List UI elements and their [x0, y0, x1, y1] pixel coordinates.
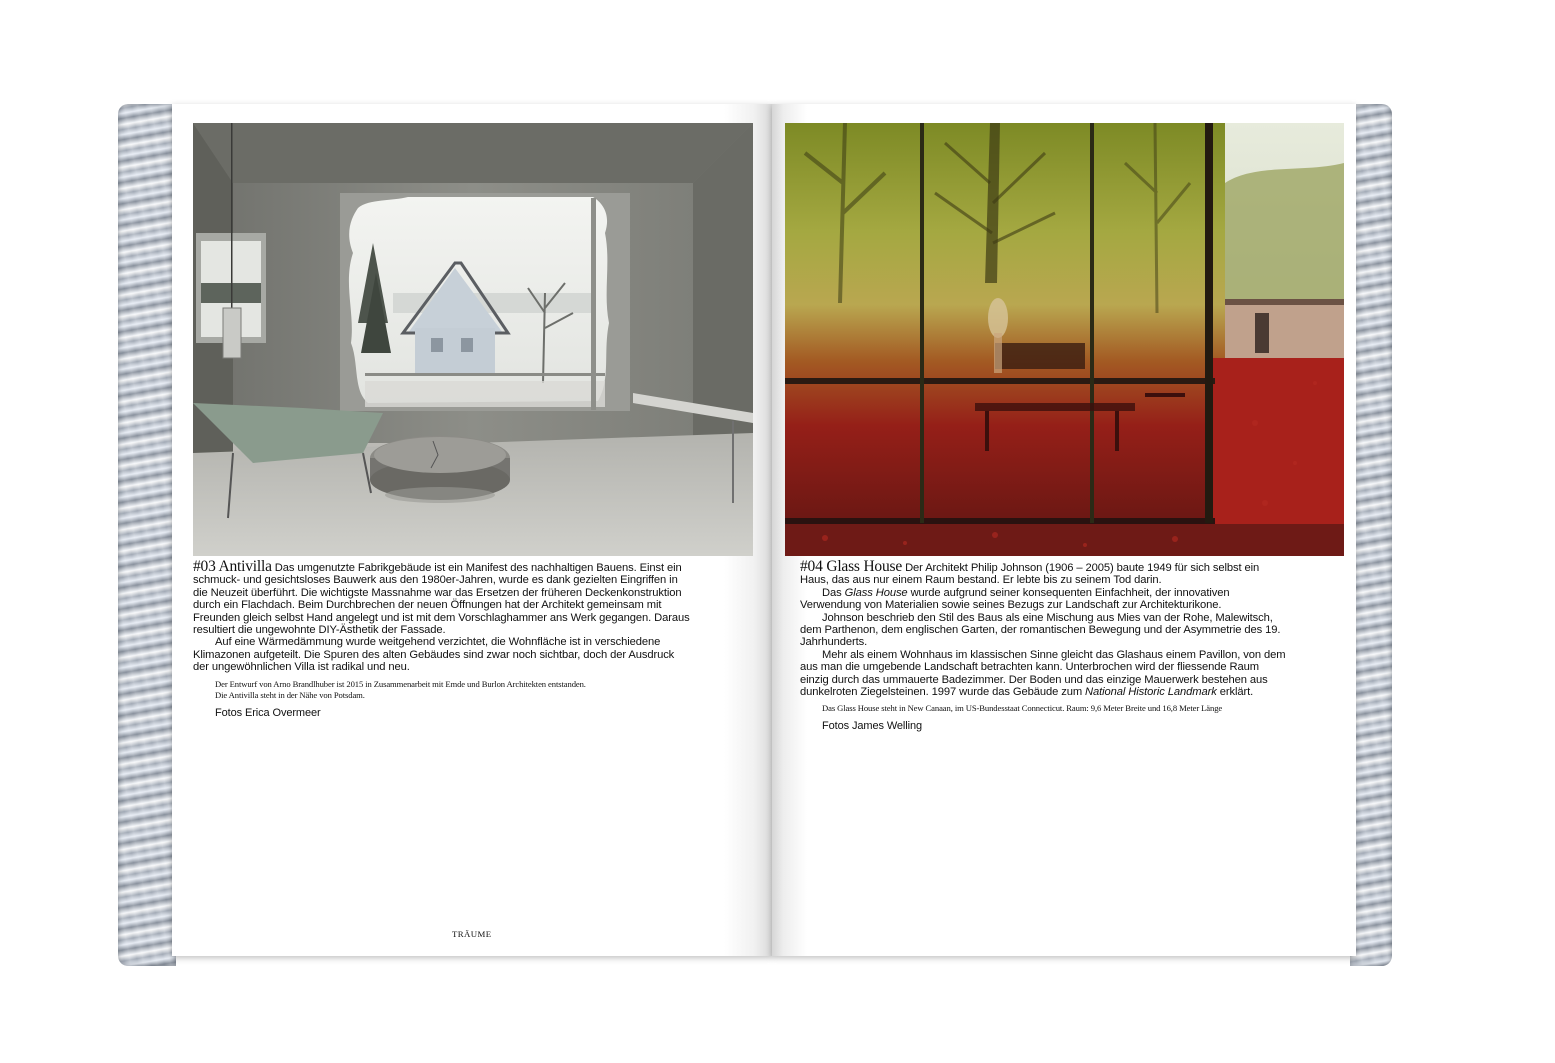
glass-house-p4-start: Mehr als einem Wohnhaus im klassischen Sinne gleicht das Glashaus einem Pavillon, von dem aus man die umgebende Landschaft betrachten kann. Unterbrochen wird der fliessende Raum einzig durch das ummauerte Badezimmer. Der Boden und das einzige Mauerwerk bestehen aus dunkelroten Ziegelsteinen. 1997 wurde das Gebäude zum: [800, 648, 1286, 699]
glass-house-p4-emphasis: National Historic Landmark: [1085, 686, 1217, 699]
glass-house-article: [800, 558, 1290, 733]
antivilla-paragraph-1-text: Das umgenutzte Fabrikgebäude ist ein Manifest des nachhaltigen Bauens. Einst ein schmuck- und gesichtsloses Bauwerk aus den 1980er-Jahren, wurde es dank gezielten Eingriffen in die Neuzeit überführt. Die wichtigste Massnahme war das Ersetzen der früheren Deckenkonstruktion durch ein Flachdach. Beim Durchbrechen der neuen Öffnungen hat der Architekt gemeinsam mit Freunden gleich selbst Hand angelegt und ist mit dem Vorschlaghammer ans Werk gegangen. Daraus resultiert die ungewohnte DIY-Ästhetik der Fassade.: [193, 562, 690, 637]
glass-house-p2-emphasis: Glass House: [844, 586, 908, 599]
silver-foil-cover-left: [118, 104, 176, 966]
section-folio: TRÄUME: [452, 929, 492, 939]
antivilla-interior-photo: [193, 123, 753, 556]
glass-house-paragraph-3: Johnson beschrieb den Stil des Baus als eine Mischung aus Mies van der Rohe, Malewitsch, dem Parthenon, dem englischen Garten, der romantischen Bewegung und der Asymmetrie des 19. Jahrhunderts.: [800, 611, 1281, 649]
glass-house-photo-illustration: [785, 123, 1344, 556]
antivilla-photo-illustration: [193, 123, 753, 556]
antivilla-caption-line-2: Die Antivilla steht in der Nähe von Potsdam.: [215, 689, 365, 700]
glass-house-paragraph-2: [800, 587, 1290, 612]
antivilla-caption: [193, 679, 693, 701]
antivilla-photo-credit: Fotos Erica Overmeer: [215, 706, 321, 719]
antivilla-paragraph-1: [193, 558, 693, 637]
silver-foil-cover-right: [1350, 104, 1392, 966]
antivilla-caption-line-1: Der Entwurf von Arno Brandlhuber ist 2015 in Zusammenarbeit mit Emde und Burlon Architekten entstanden.: [215, 678, 586, 689]
antivilla-heading: #03 Antivilla: [193, 558, 272, 575]
glass-house-paragraph-4: [800, 649, 1290, 699]
glass-house-photo: [785, 123, 1344, 556]
glass-house-paragraph-1: [800, 558, 1290, 587]
glass-house-p2-start: Das: [822, 586, 845, 599]
antivilla-article: [193, 558, 693, 719]
antivilla-paragraph-2: Auf eine Wärmedämmung wurde weitgehend verzichtet, die Wohnfläche ist in verschiedene Klimazonen aufgeteilt. Die Spuren des alten Gebäudes sind zwar noch sichtbar, doch der Ausdruck der ungewöhnlichen Villa ist radikal und neu.: [193, 636, 675, 674]
glass-house-photo-credit: Fotos James Welling: [822, 720, 922, 733]
glass-house-heading: #04 Glass House: [800, 558, 903, 575]
glass-house-p2-end: wurde aufgrund seiner konsequenten Einfachheit, der innovativen Verwendung von Materialien sowie seines Bezugs zur Landschaft zur Architekturikone.: [800, 586, 1230, 612]
glass-house-intro: Der Architekt Philip Johnson (1906 – 2005) baute 1949 für sich selbst ein Haus, das aus nur einem Raum bestand. Er lebte bis zu seinem Tod darin.: [800, 562, 1260, 587]
glass-house-p4-end: erklärt.: [1216, 686, 1254, 699]
glass-house-caption: Das Glass House steht in New Canaan, im US-Bundesstaat Connecticut. Raum: 9,6 Meter Breite und 16,8 Meter Länge: [822, 703, 1223, 714]
